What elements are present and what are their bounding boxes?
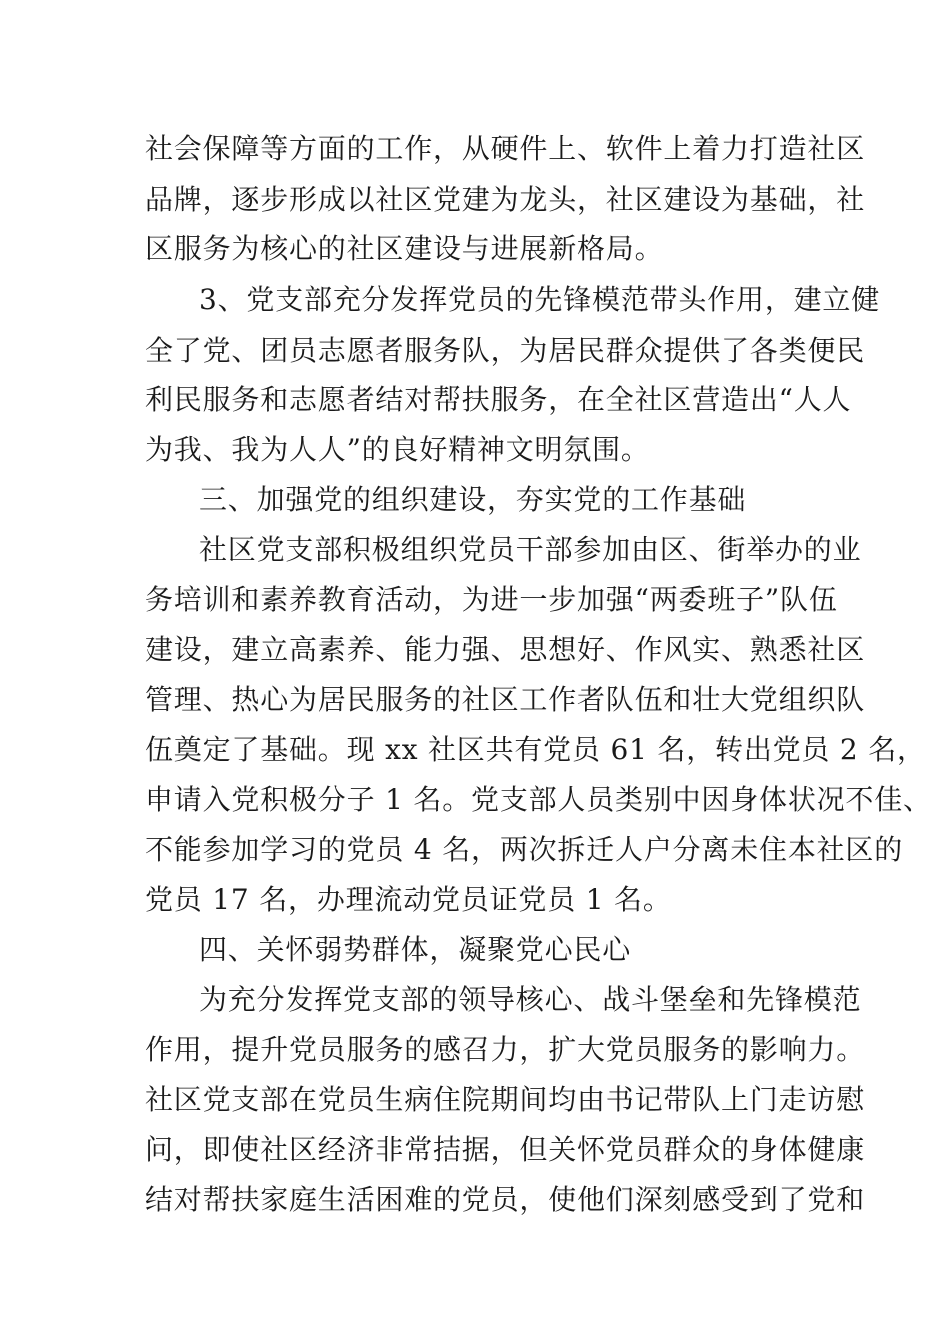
text-line: 管理、热心为居民服务的社区工作者队伍和壮大党组织队 (145, 683, 866, 716)
text-line: 社区党支部在党员生病住院期间均由书记带队上门走访慰 (145, 1083, 866, 1116)
text-line: 不能参加学习的党员 4 名，两次拆迁人户分离未住本社区的 (145, 833, 904, 866)
text-line: 社区党支部积极组织党员干部参加由区、街举办的业 (199, 533, 862, 566)
text-line: 为我、我为人人”的良好精神文明氛围。 (145, 433, 650, 466)
text-line: 为充分发挥党支部的领导核心、战斗堡垒和先锋模范 (199, 983, 862, 1016)
text-line: 3、党支部充分发挥党员的先锋模范带头作用，建立健 (199, 283, 881, 316)
text-line: 结对帮扶家庭生活困难的党员，使他们深刻感受到了党和 (145, 1183, 866, 1216)
text-line: 问，即使社区经济非常拮据，但关怀党员群众的身体健康 (145, 1133, 866, 1166)
text-line: 党员 17 名，办理流动党员证党员 1 名。 (145, 883, 672, 916)
text-line: 品牌，逐步形成以社区党建为龙头，社区建设为基础，社 (145, 183, 866, 216)
text-line: 利民服务和志愿者结对帮扶服务，在全社区营造出“人人 (145, 383, 852, 416)
text-line: 作用，提升党员服务的感召力，扩大党员服务的影响力。 (145, 1033, 866, 1066)
text-line: 区服务为核心的社区建设与进展新格局。 (145, 232, 664, 265)
text-line: 建设，建立高素养、能力强、思想好、作风实、熟悉社区 (145, 633, 866, 666)
text-line: 全了党、团员志愿者服务队，为居民群众提供了各类便民 (145, 334, 866, 367)
text-line: 申请入党积极分子 1 名。党支部人员类别中因身体状况不佳、 (145, 783, 932, 816)
text-line: 社会保障等方面的工作，从硬件上、软件上着力打造社区 (145, 132, 866, 165)
text-line: 伍奠定了基础。现 xx 社区共有党员 61 名，转出党员 2 名， (145, 733, 926, 766)
text-line: 务培训和素养教育活动，为进一步加强“两委班子”队伍 (145, 583, 838, 616)
section-heading: 三、加强党的组织建设，夯实党的工作基础 (199, 483, 747, 516)
section-heading: 四、关怀弱势群体，凝聚党心民心 (199, 933, 632, 966)
